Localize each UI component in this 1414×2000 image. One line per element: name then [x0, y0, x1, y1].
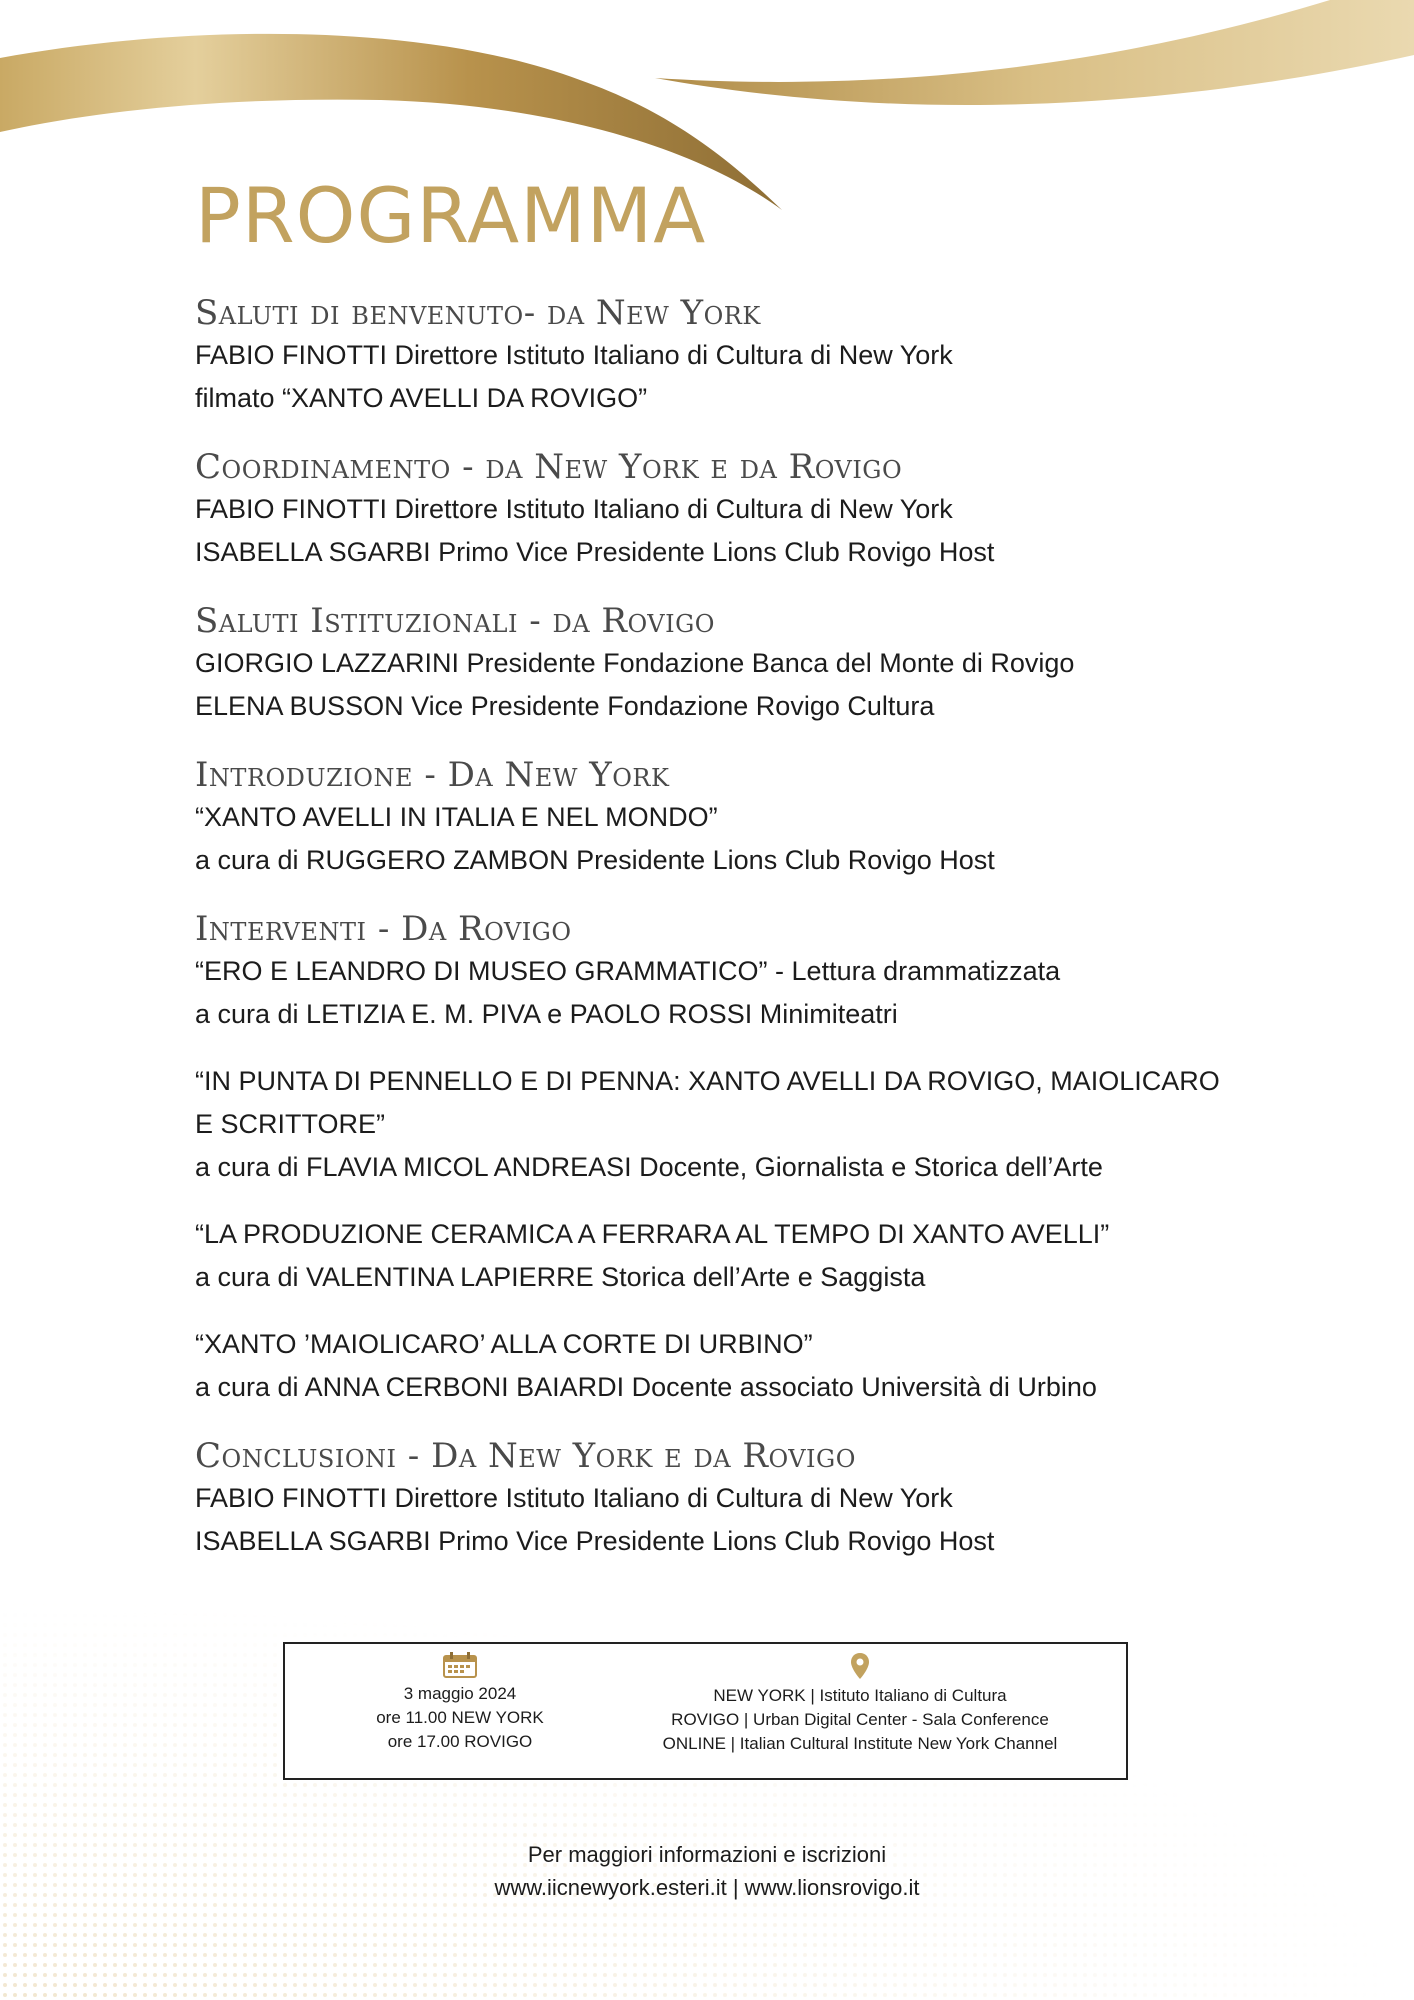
footer-info-text: Per maggiori informazioni e iscrizioni — [527, 1842, 887, 1867]
event-info-box — [283, 1642, 1128, 1780]
section-heading: Saluti Istituzionali - da Rovigo — [195, 601, 715, 641]
section-introduction — [195, 754, 1335, 882]
section-heading: Conclusioni - Da New York e da Rovigo — [195, 1436, 856, 1476]
location-online: ONLINE | Italian Cultural Institute New York Channel — [662, 1734, 1058, 1753]
speaker-line: FABIO FINOTTI Direttore Istituto Italiano di Cultura di New York — [195, 340, 953, 370]
talk-speaker: a cura di LETIZIA E. M. PIVA e PAOLO ROSSI Minimiteatri — [195, 999, 898, 1029]
talk-title: “ERO E LEANDRO DI MUSEO GRAMMATICO” - Lettura drammatizzata — [195, 956, 1061, 986]
section-conclusions — [195, 1435, 1335, 1563]
location-column — [610, 1652, 1110, 1756]
event-time-rovigo: ore 17.00 ROVIGO — [387, 1732, 533, 1751]
talk-title: “LA PRODUZIONE CERAMICA A FERRARA AL TEMPO DI XANTO AVELLI” — [195, 1219, 1110, 1249]
speaker-line: filmato “XANTO AVELLI DA ROVIGO” — [195, 383, 648, 413]
section-heading: Coordinamento - da New York e da Rovigo — [195, 447, 903, 487]
event-date: 3 maggio 2024 — [403, 1684, 517, 1703]
date-column — [345, 1652, 575, 1754]
speaker-line: GIORGIO LAZZARINI Presidente Fondazione Banca del Monte di Rovigo — [195, 648, 1075, 678]
page-title: PROGRAMMA — [195, 171, 707, 260]
program-list — [195, 292, 1335, 1563]
talk-title: “XANTO ’MAIOLICARO’ ALLA CORTE DI URBINO” — [195, 1329, 813, 1359]
event-time-ny: ore 11.00 NEW YORK — [376, 1708, 544, 1727]
section-institutional — [195, 600, 1335, 728]
location-new-york: NEW YORK | Istituto Italiano di Cultura — [713, 1686, 1007, 1705]
talk-speaker: a cura di FLAVIA MICOL ANDREASI Docente, Giornalista e Storica dell’Arte — [195, 1152, 1103, 1182]
speaker-line: FABIO FINOTTI Direttore Istituto Italiano di Cultura di New York — [195, 494, 953, 524]
section-heading: Saluti di benvenuto- da New York — [195, 293, 761, 333]
section-heading: Introduzione - Da New York — [195, 755, 670, 795]
speaker-line: “XANTO AVELLI IN ITALIA E NEL MONDO” — [195, 802, 718, 832]
talk-item — [195, 1323, 1335, 1409]
speaker-line: ELENA BUSSON Vice Presidente Fondazione Rovigo Cultura — [195, 691, 935, 721]
footer-websites: www.iicnewyork.esteri.it | www.lionsrovigo.it — [494, 1875, 920, 1900]
section-welcome — [195, 292, 1335, 420]
location-pin-icon — [850, 1652, 870, 1680]
talk-item — [195, 1213, 1335, 1299]
speaker-line: ISABELLA SGARBI Primo Vice Presidente Lions Club Rovigo Host — [195, 1526, 995, 1556]
section-heading: Interventi - Da Rovigo — [195, 909, 572, 949]
speaker-line: a cura di RUGGERO ZAMBON Presidente Lions Club Rovigo Host — [195, 845, 995, 875]
speaker-line: ISABELLA SGARBI Primo Vice Presidente Lions Club Rovigo Host — [195, 537, 995, 567]
speaker-line: FABIO FINOTTI Direttore Istituto Italiano di Cultura di New York — [195, 1483, 953, 1513]
talk-speaker: a cura di VALENTINA LAPIERRE Storica dell’Arte e Saggista — [195, 1262, 926, 1292]
section-coordination — [195, 446, 1335, 574]
talk-item — [195, 1060, 1335, 1189]
talk-title: E SCRITTORE” — [195, 1109, 386, 1139]
talk-title: “IN PUNTA DI PENNELLO E DI PENNA: XANTO AVELLI DA ROVIGO, MAIOLICARO — [195, 1066, 1220, 1096]
talk-item — [195, 950, 1335, 1036]
footer — [0, 1838, 1414, 1904]
section-interventions — [195, 908, 1335, 1409]
talk-speaker: a cura di ANNA CERBONI BAIARDI Docente associato Università di Urbino — [195, 1372, 1097, 1402]
calendar-icon — [443, 1652, 477, 1678]
location-rovigo: ROVIGO | Urban Digital Center - Sala Conference — [671, 1710, 1049, 1729]
